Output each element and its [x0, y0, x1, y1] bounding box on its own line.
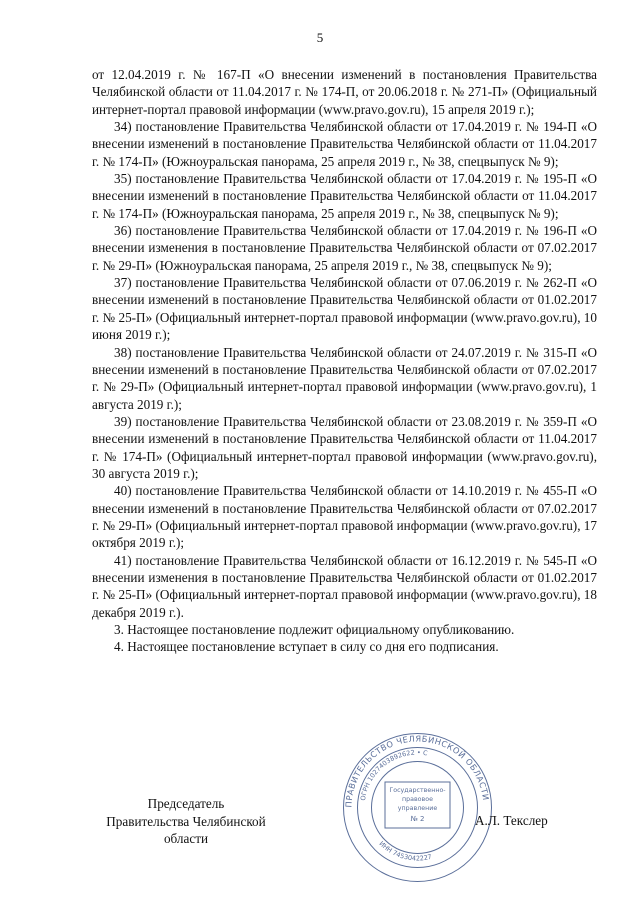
paragraph: 35) постановление Правительства Челябинской области от 17.04.2019 г. № 195-П «О внесении изменений в постановление Правительства Челябинской области от 11.04.2017 г. № 174-П» (Южноуральская панорама, 25 апреля 2019 г., № 38, спецвыпуск № 9); — [92, 171, 597, 221]
paragraph: 4. Настоящее постановление вступает в силу со дня его подписания. — [114, 639, 499, 655]
official-seal — [340, 730, 495, 885]
paragraph: от 12.04.2019 г. № 167-П «О внесении изменений в постановления Правительства Челябинской области от 11.04.2017 г. № 174-П, от 20.06.2018 г. № 271-П» (Официальный интернет-портал правовой информации (www.pravo.gov.ru), 15 апреля 2019 г.); — [92, 67, 597, 117]
paragraph: 3. Настоящее постановление подлежит официальному опубликованию. — [114, 622, 515, 637]
signatory-title — [86, 795, 286, 848]
seal-ogrn-text: ОГРН 1027403892622 • С — [358, 748, 429, 802]
paragraph: 39) постановление Правительства Челябинской области от 23.08.2019 г. № 359-П «О внесении изменений в постановление Правительства Челябинской области от 11.04.2017 г. № 174-П» (Официальный интернет-портал правовой информации (www.pravo.gov.ru), 30 августа 2019 г.); — [92, 413, 597, 481]
page-number: 5 — [316, 30, 324, 45]
seal-outer-text: ПРАВИТЕЛЬСТВО ЧЕЛЯБИНСКОЙ ОБЛАСТИ — [343, 733, 492, 808]
signatory-title-line2: Правительства Челябинской области — [106, 813, 266, 846]
seal-center-line3: управление — [397, 805, 438, 812]
seal-center-line1: Государственно- — [389, 787, 446, 794]
paragraph: 38) постановление Правительства Челябинской области от 24.07.2019 г. № 315-П «О внесении изменений в постановление Правительства Челябинской области от 07.02.2017 г. № 29-П» (Официальный интернет-портал правовой информации (www.pravo.gov.ru), 1 августа 2019 г.); — [92, 344, 597, 412]
signatory-name: А.Л. Текслер — [475, 813, 548, 828]
paragraph: 37) постановление Правительства Челябинской области от 07.06.2019 г. № 262-П «О внесении изменений в постановление Правительства Челябинской области от 01.02.2017 г. № 25-П» (Официальный интернет-портал правовой информации (www.pravo.gov.ru), 10 июня 2019 г.); — [92, 275, 597, 343]
paragraph: 41) постановление Правительства Челябинской области от 16.12.2019 г. № 545-П «О внесении изменения в постановление Правительства Челябинской области от 01.02.2017 г. № 25-П» (Официальный интернет-портал правовой информации (www.pravo.gov.ru), 18 декабря 2019 г.). — [92, 552, 597, 620]
signatory-title-line1: Председатель — [147, 796, 225, 811]
paragraph: 40) постановление Правительства Челябинской области от 14.10.2019 г. № 455-П «О внесении изменений в постановление Правительства Челябинской области от 07.02.2017 г. № 29-П» (Официальный интернет-портал правовой информации (www.pravo.gov.ru), 17 октября 2019 г.); — [92, 483, 597, 551]
seal-inn-text: ИНН 7453042227 — [377, 839, 433, 863]
paragraph: 36) постановление Правительства Челябинской области от 17.04.2019 г. № 196-П «О внесении изменения в постановление Правительства Челябинской области от 07.02.2017 г. № 29-П» (Южноуральская панорама, 25 апреля 2019 г., № 38, спецвыпуск № 9); — [92, 223, 597, 273]
document-body — [92, 66, 597, 656]
seal-center-line2: правовое — [402, 796, 433, 803]
paragraph: 34) постановление Правительства Челябинской области от 17.04.2019 г. № 194-П «О внесении изменений в постановление Правительства Челябинской области от 11.04.2017 г. № 174-П» (Южноуральская панорама, 25 апреля 2019 г., № 38, спецвыпуск № 9); — [92, 119, 597, 169]
seal-center-line4: № 2 — [410, 815, 425, 823]
